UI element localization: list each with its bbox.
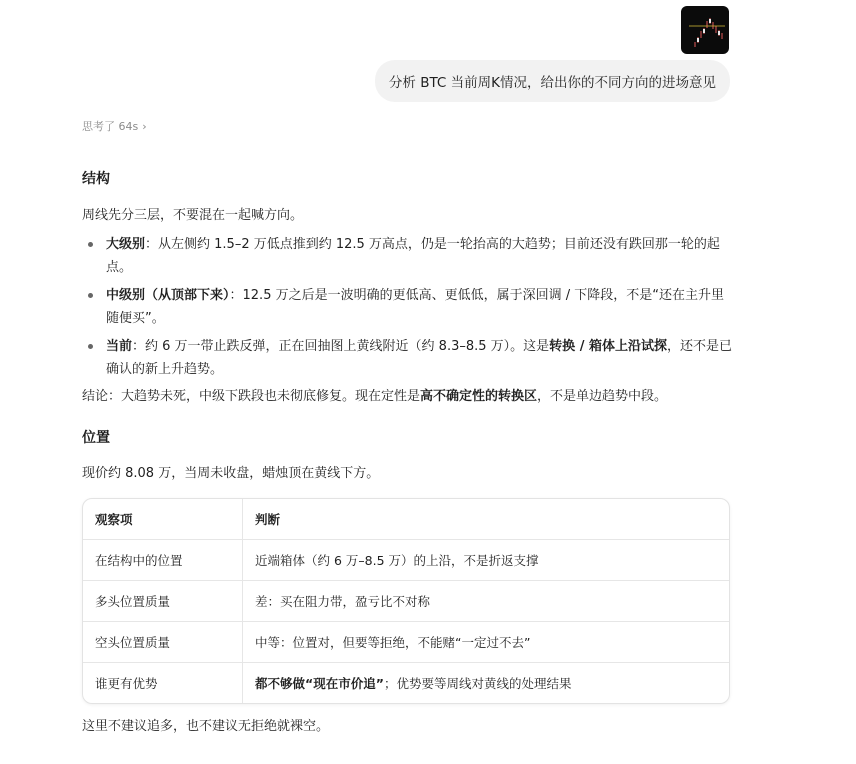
position-table [82, 498, 730, 704]
list-item-bold: 当前 [106, 339, 133, 354]
attached-chart-thumbnail[interactable] [681, 6, 729, 54]
structure-conclusion [82, 386, 732, 408]
table-cell: 差：买在阻力带，盈亏比不对称 [243, 581, 730, 622]
table-cell: 近端箱体（约 6 万–8.5 万）的上沿，不是折返支撑 [243, 540, 730, 581]
table-cell-bold: 都不够做“现在市价追” [255, 676, 384, 691]
section-title-position: 位置 [82, 430, 110, 446]
list-item-text: ，还不是已确认的新上升趋势。 [106, 339, 732, 377]
list-item-text: ：从左侧约 1.5–2 万低点推到约 12.5 万高点，仍是一轮抬高的大趋势；目前还没有跌回那一轮的起点。 [106, 237, 720, 275]
list-item-bold: 转换 / 箱体上沿试探 [549, 339, 667, 354]
table-row [83, 540, 729, 581]
thought-toggle[interactable] [82, 118, 147, 134]
conclusion-text: ，不是单边趋势中段。 [537, 389, 668, 404]
bullet-icon [88, 242, 93, 247]
conclusion-text: 结论：大趋势未死，中级下跌段也未彻底修复。现在定性是 [82, 389, 421, 404]
structure-intro: 周线先分三层，不要混在一起喊方向。 [82, 208, 304, 223]
table-cell: 中等：位置对，但要等拒绝，不能赌“一定过不去” [243, 622, 730, 663]
list-item-bold: 中级别（从顶部下来） [106, 288, 230, 303]
table-cell-text: ；优势要等周线对黄线的处理结果 [383, 676, 572, 691]
price-text: 现价约 8.08 万，当周未收盘，蜡烛顶在黄线下方。 [82, 466, 380, 481]
table-cell: 谁更有优势 [83, 663, 243, 704]
list-item-text: ：约 6 万一带止跌反弹，正在回抽图上黄线附近（约 8.3–8.5 万）。这是 [132, 339, 550, 354]
table-row [83, 622, 729, 663]
table-cell: 空头位置质量 [83, 622, 243, 663]
column-header: 观察项 [83, 499, 243, 540]
list-item-text: ：12.5 万之后是一波明确的更低高、更低低，属于深回调 / 下降段，不是“还在主升里随便买”。 [106, 288, 724, 326]
thought-label: 思考了 64s [82, 120, 139, 133]
conclusion-bold: 高不确定性的转换区 [420, 389, 538, 404]
assistant-response [82, 168, 732, 738]
bullet-icon [88, 293, 93, 298]
table-header-row [83, 499, 729, 540]
final-text: 这里不建议追多，也不建议无拒绝就裸空。 [82, 719, 330, 734]
list-item-bold: 大级别 [106, 237, 146, 252]
table-cell: 在结构中的位置 [83, 540, 243, 581]
section-title-structure: 结构 [82, 171, 110, 187]
table-cell [243, 663, 730, 704]
list-item [82, 284, 732, 330]
candlestick-chart-icon [681, 6, 729, 54]
table-cell: 多头位置质量 [83, 581, 243, 622]
table-row [83, 581, 729, 622]
list-item [82, 233, 732, 279]
bullet-icon [88, 344, 93, 349]
structure-list [82, 233, 732, 381]
table-row [83, 663, 729, 704]
list-item [82, 335, 732, 381]
user-message-text: 分析 BTC 当前周K情况，给出你的不同方向的进场意见 [388, 75, 716, 91]
user-message-bubble [375, 60, 730, 102]
chevron-right-icon: › [142, 119, 147, 133]
column-header: 判断 [243, 499, 730, 540]
